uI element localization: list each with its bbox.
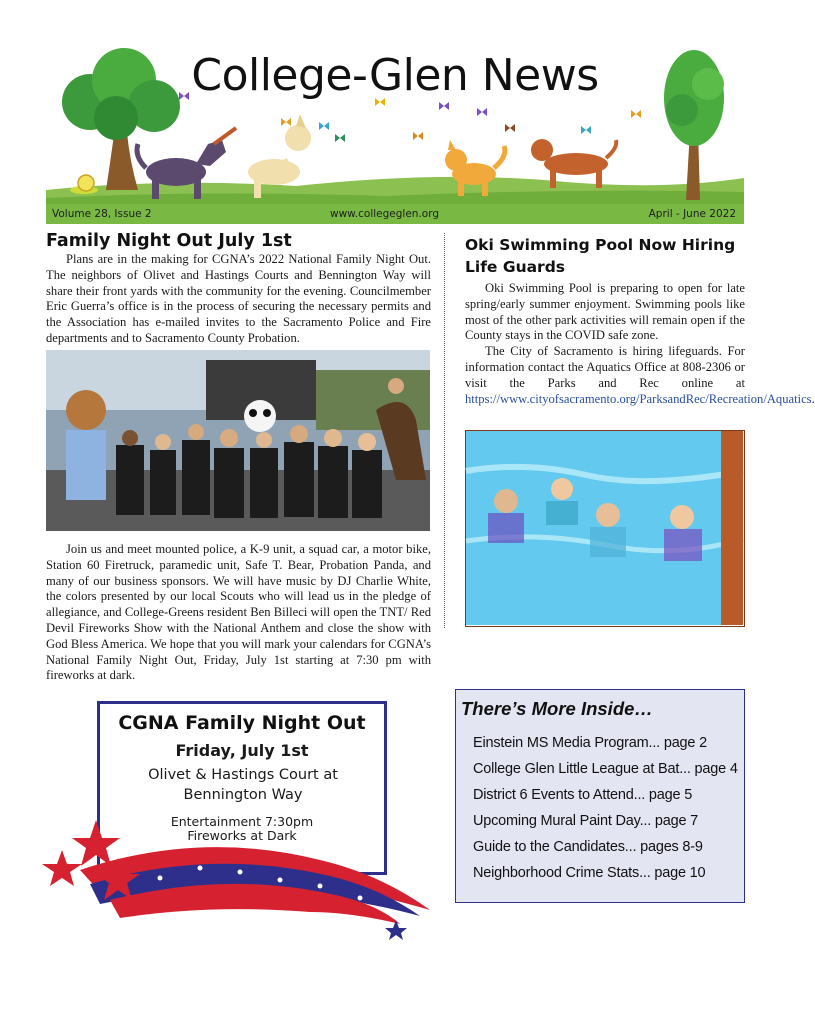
aquatics-link[interactable]: https://www.cityofsacramento.org/ParksandRec/Recreation/Aquatics — [465, 391, 812, 406]
pool-paragraph-2-text: The City of Sacramento is hiring lifeguards. For information contact the Aquatics Office at 808-2306 or visit the Parks and Rec online at — [465, 344, 745, 390]
website-link[interactable]: www.collegeglen.org — [330, 208, 440, 220]
family-night-intro — [46, 252, 431, 347]
inside-item-mural[interactable]: Upcoming Mural Paint Day... page 7 — [473, 813, 699, 829]
event-location: Olivet & Hastings Court at Bennington Way — [148, 767, 338, 803]
event-fireworks-time: Fireworks at Dark — [187, 828, 297, 843]
volume-issue: Volume 28, Issue 2 — [52, 208, 152, 220]
more-inside-title: There’s More Inside… — [461, 698, 653, 719]
family-night-group-photo — [46, 350, 430, 531]
newsletter-title: College-Glen News — [191, 50, 599, 101]
inside-item-little-league[interactable]: College Glen Little League at Bat... page 4 — [473, 761, 738, 777]
pool-headline: Oki Swimming Pool Now Hiring Life Guards — [465, 236, 736, 276]
family-night-headline: Family Night Out July 1st — [46, 231, 292, 251]
event-date: Friday, July 1st — [175, 741, 309, 760]
family-night-paragraph-2: Join us and meet mounted police, a K-9 unit, a squad car, a motor bike, Station 60 Firetruck, paramedic unit, Safe T. Bear, Probation Panda, and many of our business sponsors. We will have music by DJ Charlie White, the colors presented by our local Scouts who will lead us in the pledge of allegiance, and College-Greens resident Ben Billeci will open the TNT/ Red Devil Fireworks Show with the National Anthem and close the show with God Bless America. We hope that you will mark your calendars for CGNA’s National Family Night Out, Friday, July 1st starting at 7:30 pm with fireworks at dark. — [46, 542, 431, 683]
event-title: CGNA Family Night Out — [118, 712, 366, 734]
column-divider — [444, 233, 445, 628]
issue-date-range: April - June 2022 — [648, 208, 736, 220]
more-inside-box — [455, 689, 745, 903]
inside-item-einstein[interactable]: Einstein MS Media Program... page 2 — [473, 735, 707, 751]
family-night-details — [46, 542, 431, 684]
inside-item-candidates[interactable]: Guide to the Candidates... pages 8-9 — [473, 839, 703, 855]
pool-paragraph-2: The City of Sacramento is hiring lifeguards. For information contact the Aquatics Office at 808-2306 or visit the Parks and Rec online at https://www.cityofsacramento.org/ParksandRec/Recreation/Aquatics. — [465, 344, 815, 406]
masthead-info-bar — [46, 204, 744, 224]
inside-item-crime-stats[interactable]: Neighborhood Crime Stats... page 10 — [473, 865, 706, 881]
swimming-pool-photo — [465, 430, 745, 627]
masthead — [46, 40, 744, 224]
pool-article-body — [465, 281, 815, 407]
pool-paragraph-1: Oki Swimming Pool is preparing to open for late spring/early summer enjoyment. Swimming pools like most of the other park activities will remain open if the County stays in the COVID safe zone. — [465, 281, 745, 343]
inside-item-district-6[interactable]: District 6 Events to Attend... page 5 — [473, 787, 693, 803]
family-night-paragraph-1: Plans are in the making for CGNA’s 2022 National Family Night Out. The neighbors of Olivet and Hastings Courts and Bennington Way will share their front yards with the community for the evening. Councilmember Eric Guerra’s office is in the process of securing the necessary permits and the Association has e-mailed invites to the Sacramento Police and Fire departments and to Sacramento County Probation. — [46, 252, 431, 345]
patriotic-stars-ribbon-icon — [40, 800, 440, 940]
snail-icon — [70, 175, 98, 194]
more-inside-list — [473, 730, 738, 886]
event-entertainment-time: Entertainment 7:30pm — [170, 814, 314, 829]
